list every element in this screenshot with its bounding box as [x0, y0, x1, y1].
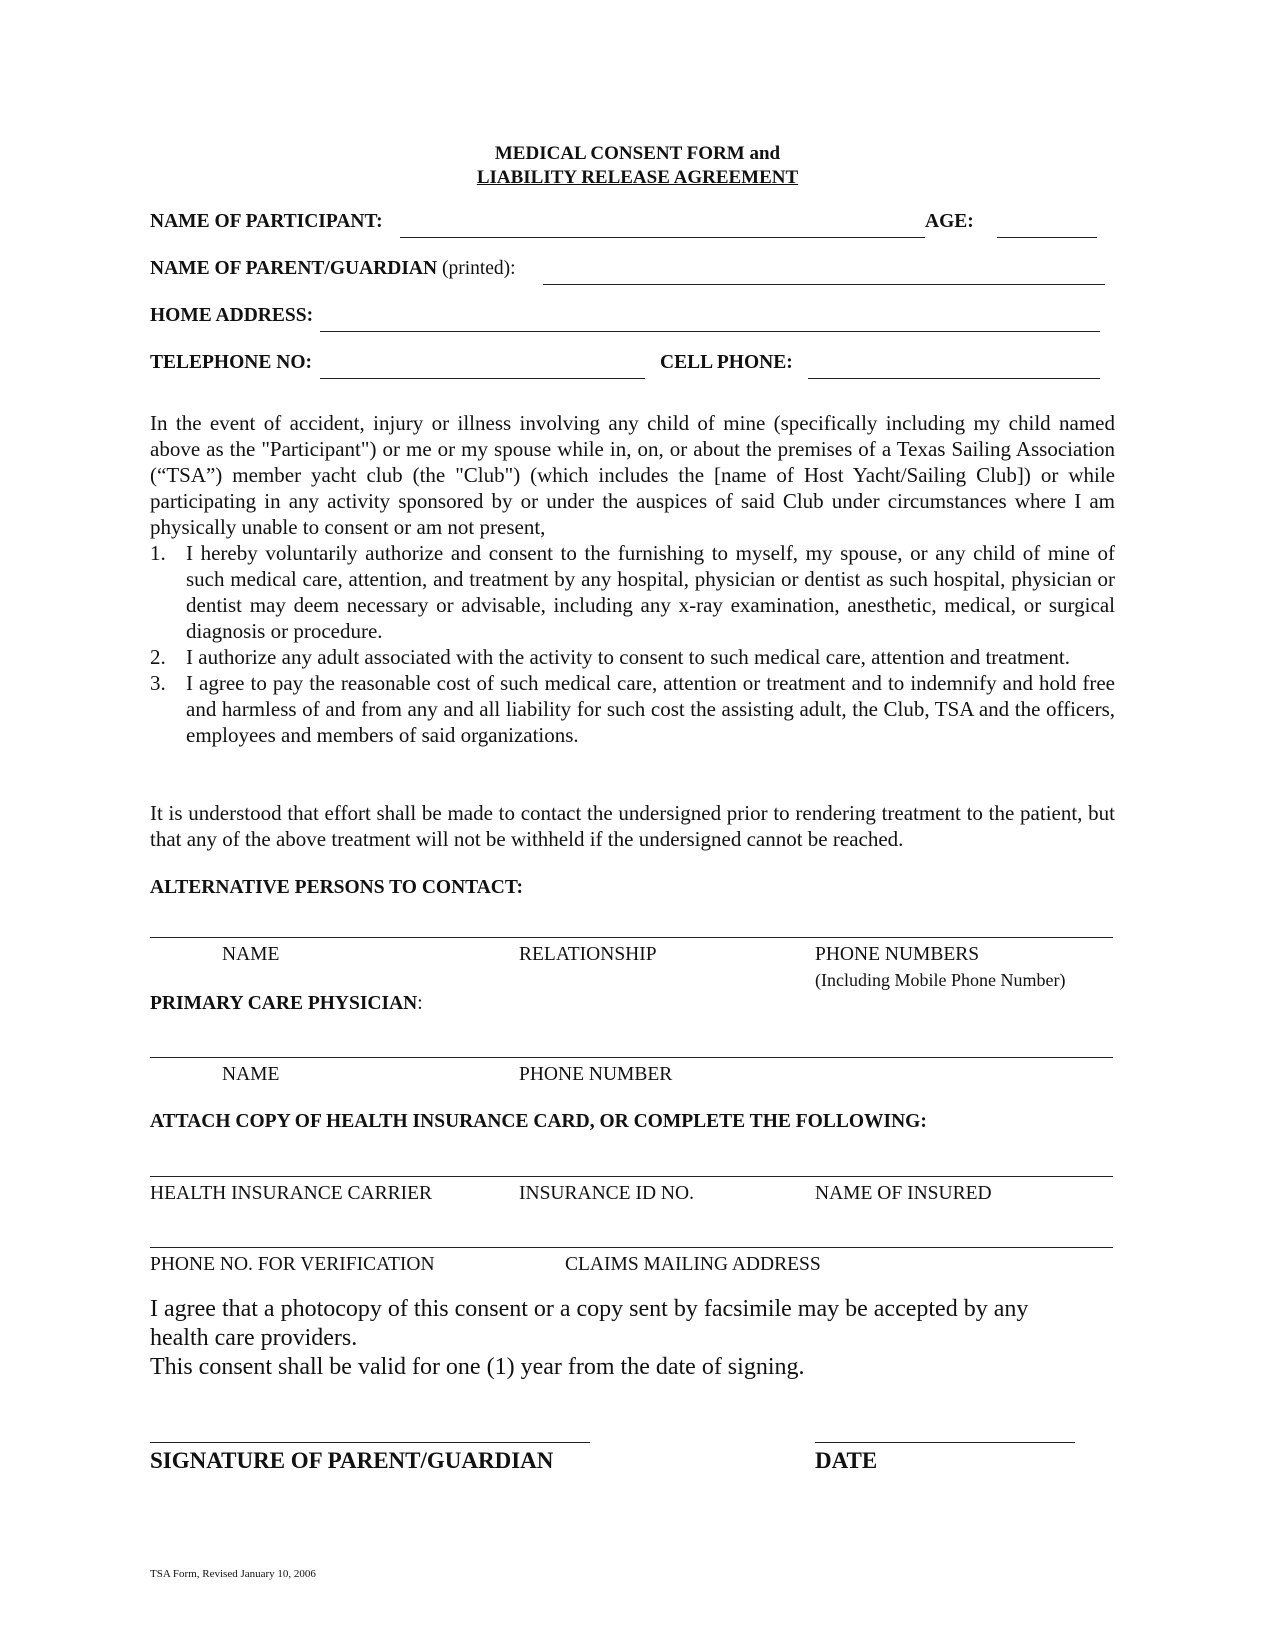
list-item: 2. I authorize any adult associated with the activity to consent to such medical care, attention and treatment. — [150, 645, 1071, 669]
home-address-field[interactable] — [320, 331, 1100, 332]
agreement-line2: health care providers. — [150, 1325, 358, 1351]
verification-phone-label: PHONE NO. FOR VERIFICATION — [150, 1254, 435, 1275]
list-item: 1. I hereby voluntarily authorize and consent to the furnishing to myself, my spouse, or any child of mine of such medical care, attention, and treatment by any hospital, physician or dentist as such hospital, physician or dentist may deem necessary or advisable, including any x-ray examination, anesthetic, medical, or surgical diagnosis or procedure. — [150, 541, 1115, 643]
insurance-field-row1[interactable] — [150, 1176, 1113, 1177]
claims-address-label: CLAIMS MAILING ADDRESS — [565, 1254, 821, 1275]
physician-field[interactable] — [150, 1057, 1113, 1058]
alt-name-label: NAME — [222, 944, 280, 965]
insurance-id-label: INSURANCE ID NO. — [519, 1183, 694, 1204]
form-footer: TSA Form, Revised January 10, 2006 — [150, 1568, 316, 1580]
insurance-field-row2[interactable] — [150, 1247, 1113, 1248]
consent-list — [150, 540, 1115, 748]
telephone-field[interactable] — [320, 378, 645, 379]
physician-phone-label: PHONE NUMBER — [519, 1064, 673, 1085]
understood-paragraph: It is understood that effort shall be made to contact the undersigned prior to rendering treatment to the patient, but that any of the above treatment will not be withheld if the undersigned cannot be reached. — [150, 801, 1115, 851]
physician-heading: PRIMARY CARE PHYSICIAN: — [150, 993, 423, 1014]
alt-phone-label: PHONE NUMBERS — [815, 944, 980, 965]
insurance-heading: ATTACH COPY OF HEALTH INSURANCE CARD, OR COMPLETE THE FOLLOWING: — [150, 1111, 927, 1132]
participant-name-field[interactable] — [400, 237, 925, 238]
alt-relationship-label: RELATIONSHIP — [519, 944, 657, 965]
participant-label: NAME OF PARTICIPANT: — [150, 211, 383, 232]
telephone-label: TELEPHONE NO: — [150, 352, 312, 373]
alternative-contact-field[interactable] — [150, 937, 1113, 938]
insured-name-label: NAME OF INSURED — [815, 1183, 992, 1204]
cell-phone-field[interactable] — [808, 378, 1100, 379]
parent-name-field[interactable] — [543, 284, 1105, 285]
form-title-line2: LIABILITY RELEASE AGREEMENT — [476, 167, 799, 188]
parent-label: NAME OF PARENT/GUARDIAN (printed): — [150, 258, 516, 279]
alternative-contacts-heading: ALTERNATIVE PERSONS TO CONTACT: — [150, 877, 523, 898]
date-label: DATE — [815, 1448, 878, 1473]
agreement-line3: This consent shall be valid for one (1) year from the date of signing. — [150, 1354, 805, 1380]
list-item: 3. I agree to pay the reasonable cost of such medical care, attention or treatment and to indemnify and hold free and harmless of and from any and all liability for such cost the assisting adult, the Club, TSA and the officers, employees and members of said organizations. — [150, 671, 1115, 747]
signature-label: SIGNATURE OF PARENT/GUARDIAN — [150, 1448, 554, 1473]
alt-phone-note: (Including Mobile Phone Number) — [815, 970, 1066, 990]
form-title-line1: MEDICAL CONSENT FORM and — [494, 143, 781, 164]
date-field[interactable] — [815, 1442, 1075, 1443]
signature-field[interactable] — [150, 1442, 590, 1443]
cell-phone-label: CELL PHONE: — [660, 352, 793, 373]
physician-name-label: NAME — [222, 1064, 280, 1085]
intro-paragraph: In the event of accident, injury or illness involving any child of mine (specifically including my child named above as the "Participant") or me or my spouse while in, on, or about the premises of a Texas Sailing Association (“TSA”) member yacht club (the "Club") (which includes the [name of Host Yacht/Sailing Club]) or while participating in any activity sponsored by or under the auspices of said Club under circumstances where I am physically unable to consent or am not present, — [150, 411, 1115, 539]
age-label: AGE: — [925, 211, 974, 232]
age-field[interactable] — [997, 237, 1097, 238]
home-address-label: HOME ADDRESS: — [150, 305, 314, 326]
agreement-line1: I agree that a photocopy of this consent or a copy sent by facsimile may be accepted by any — [150, 1296, 1029, 1322]
insurance-carrier-label: HEALTH INSURANCE CARRIER — [150, 1183, 433, 1204]
